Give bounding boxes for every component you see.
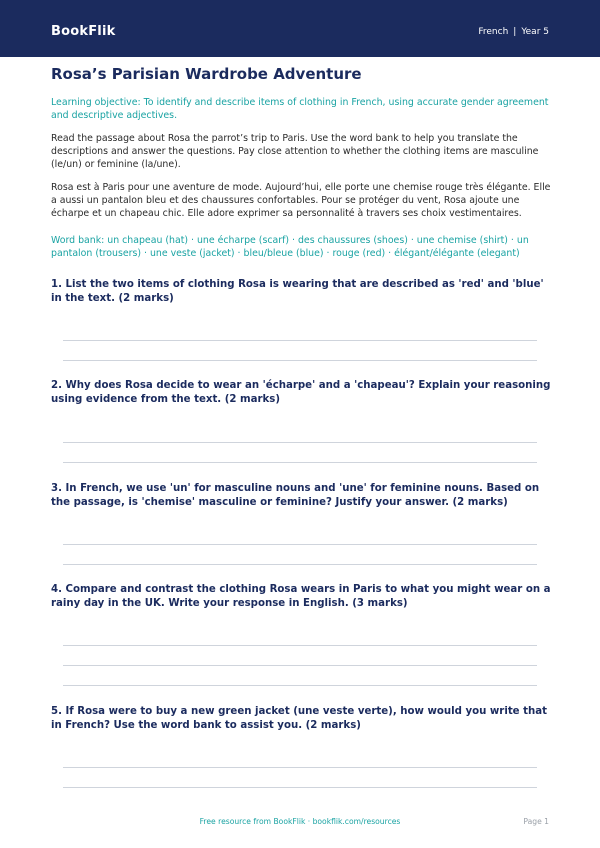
answer-line[interactable] xyxy=(63,767,537,768)
question-3: 3. In French, we use 'un' for masculine nouns and 'une' for feminine nouns. Based on the passage, is 'chemise' masculine or feminine? Justify your answer. (2 marks) xyxy=(51,483,540,508)
answer-line[interactable] xyxy=(63,685,537,686)
french-passage: Rosa est à Paris pour une aventure de mode. Aujourd’hui, elle porte une chemise rouge très élégante. Elle a aussi un pantalon bleu et des chaussures confortables. Pour se protéger du vent, Rosa ajoute une écharpe et un chapeau chic. Elle adore exprimer sa personnalité à travers ses choix vestimentaires. xyxy=(51,182,551,219)
question-1: 1. List the two items of clothing Rosa is wearing that are described as 'red' and 'blue' in the text. (2 marks) xyxy=(51,279,544,304)
answer-line[interactable] xyxy=(63,645,537,646)
answer-line[interactable] xyxy=(63,360,537,361)
page-header xyxy=(0,0,600,57)
subject-label: French xyxy=(478,27,509,37)
question-4: 4. Compare and contrast the clothing Rosa wears in Paris to what you might wear on a rainy day in the UK. Write your response in English. (3 marks) xyxy=(51,584,551,609)
meta-separator: | xyxy=(513,27,517,37)
subject-year-label xyxy=(478,27,549,37)
answer-line[interactable] xyxy=(63,462,537,463)
answer-line[interactable] xyxy=(63,544,537,545)
answer-line[interactable] xyxy=(63,442,537,443)
footer-credit: Free resource from BookFlik · bookflik.com/resources xyxy=(199,817,401,826)
question-2: 2. Why does Rosa decide to wear an 'écharpe' and a 'chapeau'? Explain your reasoning using evidence from the text. (2 marks) xyxy=(51,380,551,405)
answer-line[interactable] xyxy=(63,340,537,341)
page-number: Page 1 xyxy=(523,817,549,826)
word-bank: Word bank: un chapeau (hat) · une écharpe (scarf) · des chaussures (shoes) · une chemise (shirt) · un pantalon (trousers) · une veste (jacket) · bleu/bleue (blue) · rouge (red) · élégant/élégante (elegant) xyxy=(51,235,529,259)
year-label: Year 5 xyxy=(521,27,549,37)
answer-line[interactable] xyxy=(63,665,537,666)
instructions-paragraph: Read the passage about Rosa the parrot’s trip to Paris. Use the word bank to help you translate the descriptions and answer the questions. Pay close attention to whether the clothing items are masculine (le/un) or feminine (la/une). xyxy=(51,133,539,170)
question-5: 5. If Rosa were to buy a new green jacket (une veste verte), how would you write that in French? Use the word bank to assist you. (2 marks) xyxy=(51,706,548,731)
answer-line[interactable] xyxy=(63,564,537,565)
brand-logo-text: BookFlik xyxy=(51,24,116,39)
answer-line[interactable] xyxy=(63,787,537,788)
worksheet-title: Rosa’s Parisian Wardrobe Adventure xyxy=(51,65,362,83)
learning-objective: Learning objective: To identify and describe items of clothing in French, using accurate gender agreement and descriptive adjectives. xyxy=(51,97,549,121)
